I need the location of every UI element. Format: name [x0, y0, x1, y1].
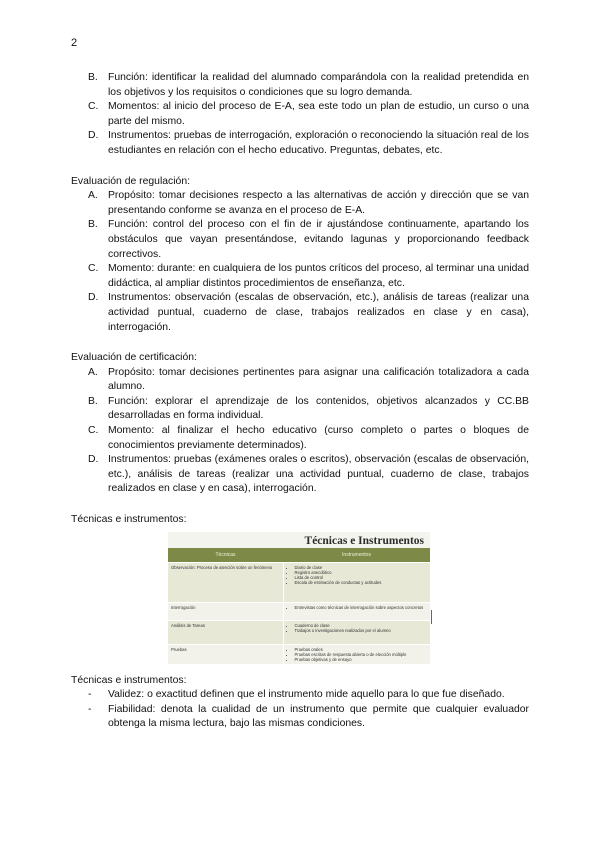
list-marker: -	[88, 689, 92, 701]
list-item	[71, 218, 529, 262]
list-item-text: Fiabilidad: denota la cualidad de un instrumento que permite que cualquier evaluador obtenga la misma lectura, bajo las mismas condiciones.	[108, 703, 529, 730]
header-tecnicas: Técnicas	[168, 548, 283, 563]
list-marker: D.	[88, 292, 99, 304]
tecnicas-final-list	[71, 688, 529, 732]
list-marker: B.	[88, 72, 98, 83]
list-marker: D.	[88, 454, 99, 466]
list-marker: C.	[88, 101, 99, 113]
list-marker: -	[88, 703, 92, 715]
table-row	[168, 645, 430, 665]
header-instrumentos: Instrumentos	[283, 548, 430, 563]
table-row	[168, 621, 430, 645]
figure-edge-mark	[431, 610, 432, 624]
list-item	[71, 703, 529, 732]
figure-title: Técnicas e Instrumentos	[304, 534, 424, 547]
tecnica-cell: Observación: Proceso de atención sobre un fenómeno	[168, 563, 283, 603]
regulacion-list	[71, 189, 529, 335]
instrumentos-cell	[283, 603, 430, 621]
figure-table-header	[168, 548, 430, 563]
instrumentos-cell	[283, 621, 430, 645]
instrumento-item: • Pruebas objetivas y de ensayo	[295, 657, 428, 662]
instrumento-item: • Pruebas escritas de respuesta abierta o de elección múltiple	[295, 652, 428, 657]
list-marker: C.	[88, 425, 99, 437]
instrumento-item: • Registro anecdótico	[295, 570, 428, 575]
list-item-text: Función: control del proceso con el fin de ir ajustándose continuamente, apartando los obstáculos que vayan presentándose, evitando lagunas y proporcionando feedback correctivos.	[108, 219, 529, 260]
list-item-text: Función: identificar la realidad del alumnado comparándola con la realidad pretendida en los objetivos y los requisitos o condiciones que su logro demanda.	[108, 72, 529, 98]
list-marker: B.	[88, 395, 98, 407]
list-item	[71, 453, 529, 497]
list-item	[71, 424, 529, 453]
list-item	[71, 262, 529, 291]
list-item	[71, 71, 529, 100]
section-title-certificacion: Evaluación de certificación:	[71, 352, 197, 364]
list-item-text: Momento: durante: en cualquiera de los puntos críticos del proceso, al terminar una unidad didáctica, al ampliar distintos procedimientos de enseñanza, etc.	[108, 263, 529, 289]
list-item-text: Momento: al finalizar el hecho educativo (curso completo o partes o bloques de conocimientos previamente determinados).	[108, 425, 529, 451]
list-marker: C.	[88, 263, 99, 275]
list-item	[71, 395, 529, 424]
section-title-regulacion: Evaluación de regulación:	[71, 175, 190, 187]
intro-list	[71, 71, 529, 159]
tecnica-cell: Pruebas	[168, 645, 283, 665]
list-marker: A.	[88, 190, 98, 202]
list-item-text: Momentos: al inicio del proceso de E-A, sea este todo un plan de estudio, un curso o una parte del mismo.	[108, 101, 529, 127]
instrumento-item: • Lista de control	[295, 575, 428, 580]
instrumento-item: • Pruebas orales	[295, 647, 428, 652]
list-item-text: Propósito: tomar decisiones respecto a las alternativas de acción y dirección que se van presentando conforme se avanza en el proceso de E-A.	[108, 190, 529, 216]
list-item-text: Propósito: tomar decisiones pertinentes para asignar una calificación totalizadora a cada alumno.	[108, 366, 529, 393]
list-item-text: Instrumentos: pruebas de interrogación, exploración o reconociendo la situación real de los estudiantes en relación con el hecho educativo. Preguntas, debates, etc.	[108, 130, 529, 156]
instrumentos-cell	[283, 563, 430, 603]
list-marker: D.	[88, 130, 99, 142]
list-item	[71, 291, 529, 335]
instrumento-item: • Escala de estimación de conductas y actitudes	[295, 580, 428, 585]
table-row	[168, 603, 430, 621]
instrumento-item: • Entrevistas como técnicas de interrogación sobre aspectos concretos	[295, 605, 428, 610]
document-body	[71, 71, 529, 732]
figure-table	[168, 548, 430, 665]
instrumentos-cell	[283, 645, 430, 665]
table-row	[168, 563, 430, 603]
list-item	[71, 100, 529, 129]
figure-container	[71, 532, 529, 672]
instrumento-item: • Diario de clase	[295, 565, 428, 570]
list-marker: B.	[88, 219, 98, 231]
tecnica-cell: Interrogación	[168, 603, 283, 621]
tecnica-cell: Análisis de Tareas	[168, 621, 283, 645]
list-item-text: Instrumentos: observación (escalas de observación, etc.), análisis de tareas (realizar una actividad puntual, cuaderno de clase, trabajos realizados en clase y en casa), interrogación.	[108, 292, 529, 333]
section-title-tecnicas: Técnicas e instrumentos:	[71, 514, 187, 526]
section-title-tecnicas-final: Técnicas e instrumentos:	[71, 674, 187, 686]
instrumento-item: • Cuaderno de clase	[295, 623, 428, 628]
list-item-text: Función: explorar el aprendizaje de los contenidos, objetivos alcanzados y CC.BB desarrolladas en forma individual.	[108, 395, 529, 422]
list-item	[71, 189, 529, 218]
instrumento-item: • Trabajos o investigaciones realizados por el alumno	[295, 628, 428, 633]
list-item-text: Instrumentos: pruebas (exámenes orales o escritos), observación (escalas de observación, etc.), análisis de tareas (realizar una actividad puntual, cuaderno de clase, trabajos realizados en clase y en casa), interrogación.	[108, 454, 529, 495]
list-marker: A.	[88, 366, 98, 378]
certificacion-list	[71, 366, 529, 497]
list-item	[71, 688, 529, 703]
list-item	[71, 129, 529, 158]
page-number: 2	[71, 37, 78, 49]
list-item	[71, 366, 529, 395]
tecnicas-instrumentos-figure	[168, 532, 430, 663]
list-item-text: Validez: o exactitud definen que el instrumento mide aquello para lo que fue diseñado.	[108, 689, 505, 701]
